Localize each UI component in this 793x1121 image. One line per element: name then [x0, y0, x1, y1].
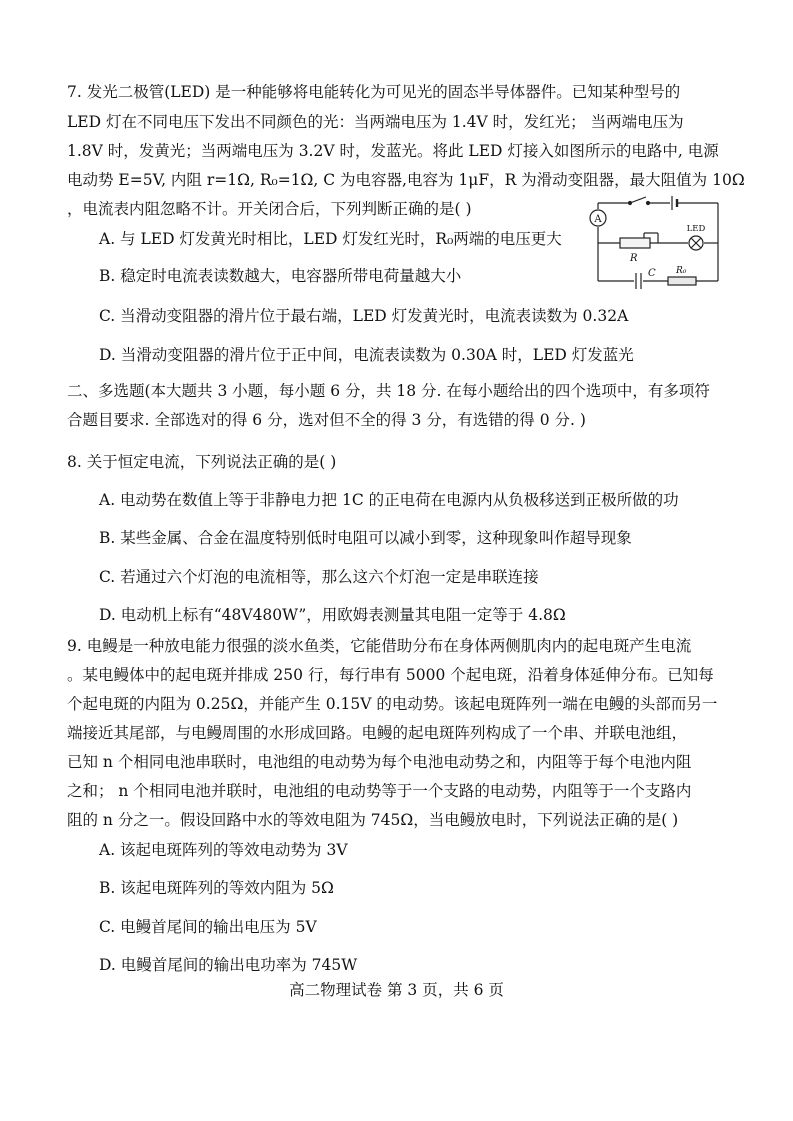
q9-option-b: B. 该起电斑阵列的等效内阻为 5Ω: [99, 879, 334, 897]
q9-stem-line-7: 阻的 n 分之一。假设回路中水的等效电阻为 745Ω，当电鳗放电时，下列说法正确的是( ): [67, 811, 679, 829]
capacitor-label: C: [648, 268, 656, 279]
q8-stem: 8. 关于恒定电流，下列说法正确的是( ): [67, 453, 337, 471]
q9-stem-line-4: 端接近其尾部，与电鳗周围的水形成回路。电鳗的起电斑阵列构成了一个串、并联电池组，: [67, 724, 688, 742]
q7-stem-line-2: LED 灯在不同电压下发出不同颜色的光：当两端电压为 1.4V 时，发红光； 当两端电压为: [67, 113, 684, 131]
q8-option-c: C. 若通过六个灯泡的电流相等，那么这六个灯泡一定是串联连接: [99, 568, 539, 586]
ammeter-label: A: [594, 214, 602, 225]
q9-stem-line-2: 。某电鳗体中的起电斑并排成 250 行，每行串有 5000 个起电斑，沿着身体延伸分布。已知每: [67, 666, 714, 684]
q9-stem-line-5: 已知 n 个相同电池串联时，电池组的电动势为每个电池电动势之和，内阻等于每个电池内阻: [67, 753, 692, 771]
ammeter-symbol: [590, 210, 606, 226]
q8-option-d: D. 电动机上标有“48V480W”，用欧姆表测量其电阻一定等于 4.8Ω: [99, 606, 566, 624]
q9-option-a: A. 该起电斑阵列的等效电动势为 3V: [99, 841, 348, 859]
q9-option-d: D. 电鳗首尾间的输出电功率为 745W: [99, 956, 358, 974]
q9-stem-line-3: 个起电斑的内阻为 0.25Ω，并能产生 0.15V 的电动势。该起电斑阵列一端在电鳗的头部而另一: [67, 695, 718, 713]
q9-stem-line-1: 9. 电鳗是一种放电能力很强的淡水鱼类，它能借助分布在身体两侧肌肉内的起电斑产生电流: [67, 637, 692, 655]
section2-header-line-2: 合题目要求. 全部选对的得 6 分，选对但不全的得 3 分，有选错的得 0 分. ): [67, 411, 586, 429]
q7-option-a: A. 与 LED 灯发黄光时相比，LED 灯发红光时，R₀两端的电压更大: [99, 230, 562, 248]
q9-stem-line-6: 之和； n 个相同电池并联时，电池组的电动势等于一个支路的电动势，内阻等于一个支路内: [67, 782, 692, 800]
q7-stem-line-1: 7. 发光二极管(LED) 是一种能够将电能转化为可见光的固态半导体器件。已知某种型号的: [67, 83, 681, 101]
q8-option-b: B. 某些金属、合金在温度特别低时电阻可以减小到零，这种现象叫作超导现象: [99, 529, 632, 547]
q7-stem-line-5: ，电流表内阻忽略不计。开关闭合后，下列判断正确的是( ): [67, 200, 472, 218]
q7-option-d: D. 当滑动变阻器的滑片位于正中间，电流表读数为 0.30A 时，LED 灯发蓝光: [99, 346, 634, 364]
q7-stem-line-3: 1.8V 时，发黄光；当两端电压为 3.2V 时，发蓝光。将此 LED 灯接入如图所示的电路中, 电源: [67, 142, 719, 160]
q7-option-b: B. 稳定时电流表读数越大，电容器所带电荷量越大小: [99, 267, 462, 285]
led-lamp-symbol: [687, 224, 706, 250]
q7-stem-line-4: 电动势 E=5V, 内阻 r=1Ω, R₀=1Ω, C 为电容器,电容为 1μF，R 为滑动变阻器，最大阻值为 10Ω: [67, 171, 745, 189]
led-label: LED: [686, 224, 706, 234]
r0-label: R₀: [676, 266, 687, 276]
resistor-r-label: R: [630, 253, 638, 264]
section2-header-line-1: 二、多选题(本大题共 3 小题，每小题 6 分，共 18 分. 在每小题给出的四个选项中，有多项符: [67, 382, 710, 400]
circuit-diagram: [584, 193, 724, 293]
q9-option-c: C. 电鳗首尾间的输出电压为 5V: [99, 918, 317, 936]
q7-option-c: C. 当滑动变阻器的滑片位于最右端，LED 灯发黄光时，电流表读数为 0.32A: [99, 307, 629, 325]
page-footer: 高二物理试卷 第 3 页，共 6 页: [289, 981, 504, 999]
q8-option-a: A. 电动势在数值上等于非静电力把 1C 的正电荷在电源内从负极移送到正极所做的功: [99, 491, 679, 509]
